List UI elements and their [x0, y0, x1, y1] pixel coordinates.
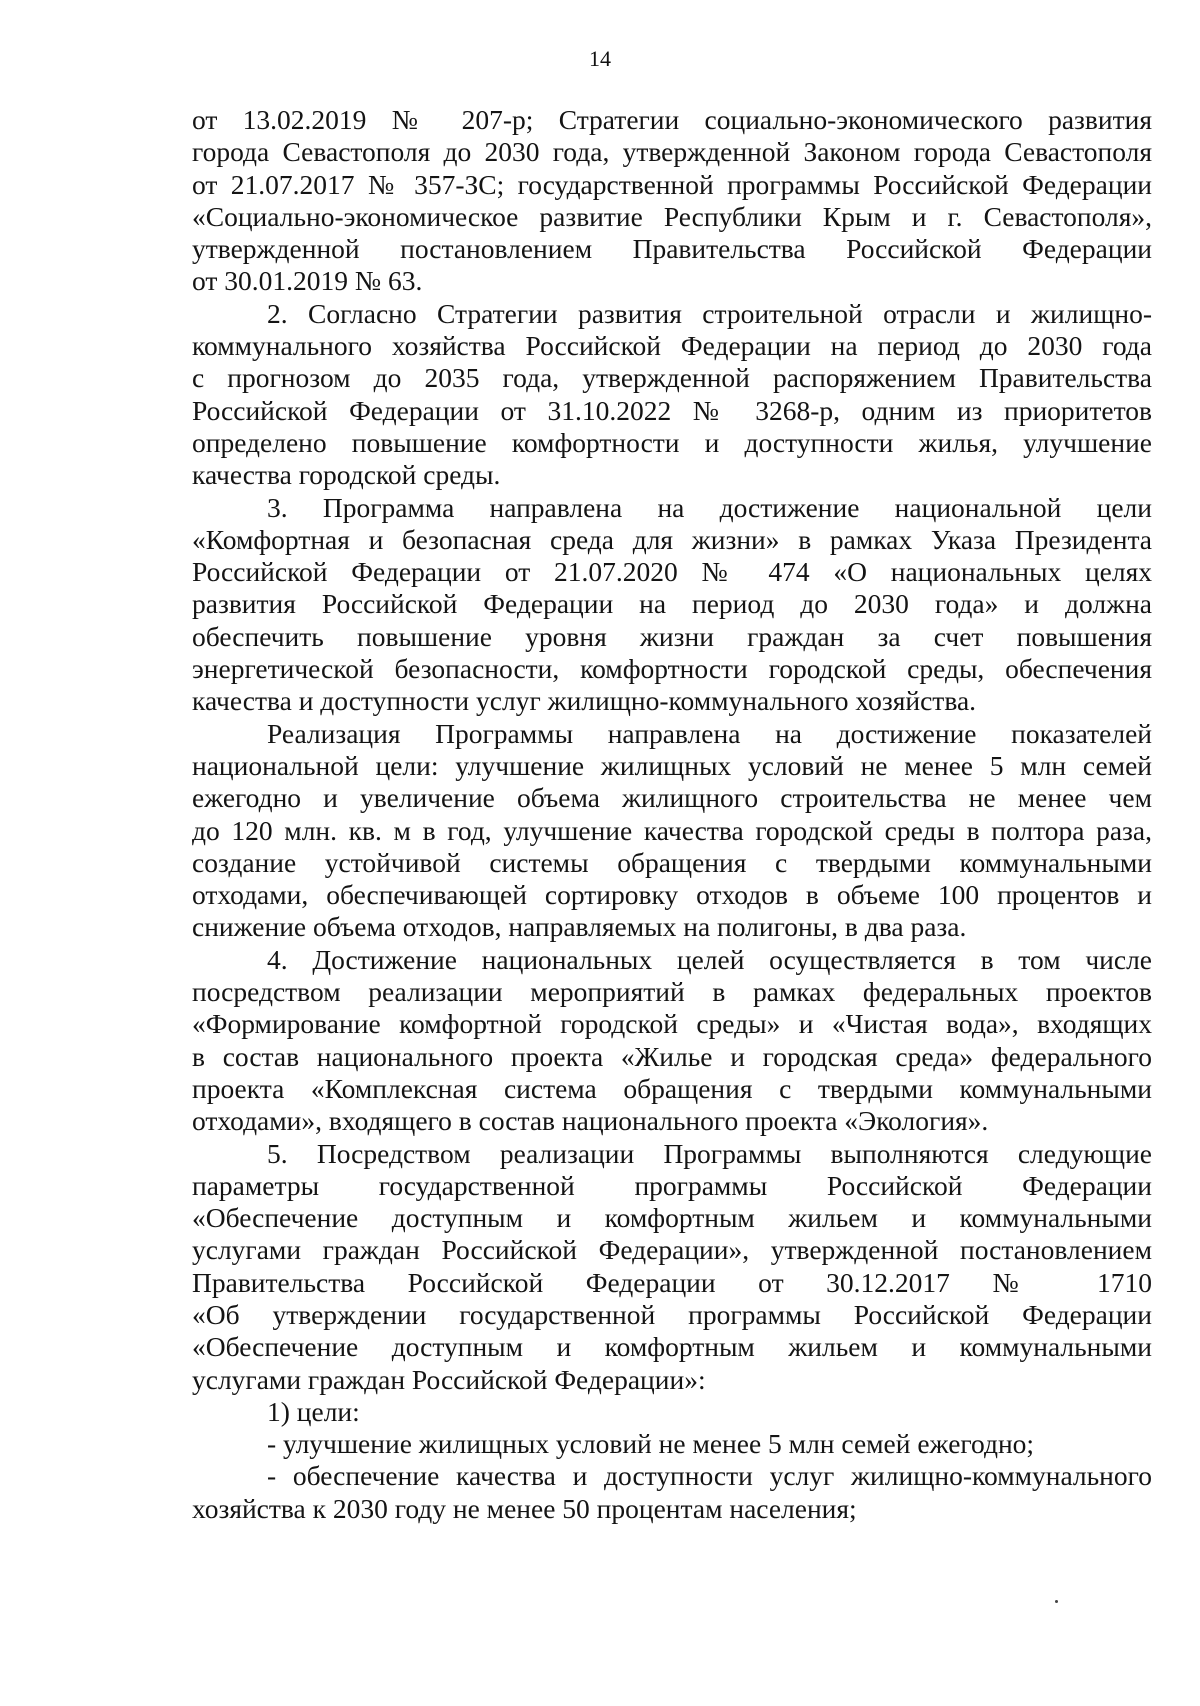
text-line: хозяйства к 2030 году не менее 50 процентам населения; [192, 1492, 857, 1524]
text-line: параметры государственной программы Российской Федерации [192, 1169, 1152, 1201]
text-line: «Обеспечение доступным и комфортным жильем и коммунальными [192, 1331, 1152, 1363]
scan-speck [1055, 1600, 1058, 1603]
text-line: снижение объема отходов, направляемых на полигоны, в два раза. [192, 911, 967, 943]
text-line: от 21.07.2017 № 357-ЗС; государственной программы Российской Федерации [192, 168, 1152, 200]
text-line: ежегодно и увеличение объема жилищного строительства не менее чем [192, 782, 1152, 814]
text-line: - улучшение жилищных условий не менее 5 млн семей ежегодно; [267, 1428, 1035, 1460]
text-line: «Комфортная и безопасная среда для жизни» в рамках Указа Президента [192, 523, 1152, 555]
text-line: от 13.02.2019 № 207-р; Стратегии социально-экономического развития [192, 104, 1152, 135]
text-line: создание устойчивой системы обращения с твердыми коммунальными [192, 846, 1152, 878]
text-line: «Формирование комфортной городской среды» и «Чистая вода», входящих [192, 1008, 1152, 1040]
text-line: отходами, обеспечивающей сортировку отходов в объеме 100 процентов и [192, 879, 1152, 911]
text-line: качества городской среды. [192, 459, 501, 491]
document-body [192, 104, 1152, 1525]
text-line: 4. Достижение национальных целей осуществляется в том числе [267, 943, 1152, 975]
text-line: 1) цели: [267, 1395, 360, 1427]
text-line: от 30.01.2019 № 63. [192, 265, 423, 297]
text-line: 5. Посредством реализации Программы выполняются следующие [267, 1137, 1152, 1169]
text-line: Российской Федерации от 31.10.2022 № 3268-р, одним из приоритетов [192, 394, 1152, 426]
text-line: коммунального хозяйства Российской Федерации на период до 2030 года [192, 330, 1152, 362]
text-line: Российской Федерации от 21.07.2020 № 474 «О национальных целях [192, 556, 1152, 588]
text-line: энергетической безопасности, комфортности городской среды, обеспечения [192, 653, 1152, 685]
text-line: с прогнозом до 2035 года, утвержденной распоряжением Правительства [192, 362, 1152, 394]
text-line: посредством реализации мероприятий в рамках федеральных проектов [192, 976, 1152, 1008]
text-line: проекта «Комплексная система обращения с твердыми коммунальными [192, 1072, 1152, 1104]
text-line: развития Российской Федерации на период до 2030 года» и должна [192, 588, 1152, 620]
text-line: - обеспечение качества и доступности услуг жилищно-коммунального [267, 1460, 1152, 1492]
text-line: 2. Согласно Стратегии развития строительной отрасли и жилищно- [267, 297, 1152, 329]
text-line: отходами», входящего в состав национального проекта «Экология». [192, 1105, 989, 1137]
page-number: 14 [589, 46, 611, 71]
text-line: определено повышение комфортности и доступности жилья, улучшение [192, 426, 1152, 458]
text-line: города Севастополя до 2030 года, утвержденной Законом города Севастополя [192, 136, 1152, 168]
text-line: в состав национального проекта «Жилье и городская среда» федерального [192, 1040, 1152, 1072]
text-line: Реализация Программы направлена на достижение показателей [267, 717, 1152, 749]
text-line: обеспечить повышение уровня жизни граждан за счет повышения [192, 620, 1152, 652]
text-line: услугами граждан Российской Федерации», утвержденной постановлением [192, 1234, 1152, 1266]
text-line: утвержденной постановлением Правительства Российской Федерации [192, 233, 1152, 265]
text-line: услугами граждан Российской Федерации»: [192, 1363, 706, 1395]
text-line: «Социально-экономическое развитие Республики Крым и г. Севастополя», [192, 200, 1152, 232]
text-line: качества и доступности услуг жилищно-коммунального хозяйства. [192, 685, 977, 717]
text-line: «Об утверждении государственной программы Российской Федерации [192, 1298, 1152, 1330]
text-line: Правительства Российской Федерации от 30.12.2017 № 1710 [192, 1266, 1152, 1298]
text-line: национальной цели: улучшение жилищных условий не менее 5 млн семей [192, 749, 1152, 781]
text-line: «Обеспечение доступным и комфортным жильем и коммунальными [192, 1202, 1152, 1234]
text-line: 3. Программа направлена на достижение национальной цели [267, 491, 1152, 523]
text-line: до 120 млн. кв. м в год, улучшение качества городской среды в полтора раза, [192, 814, 1152, 846]
